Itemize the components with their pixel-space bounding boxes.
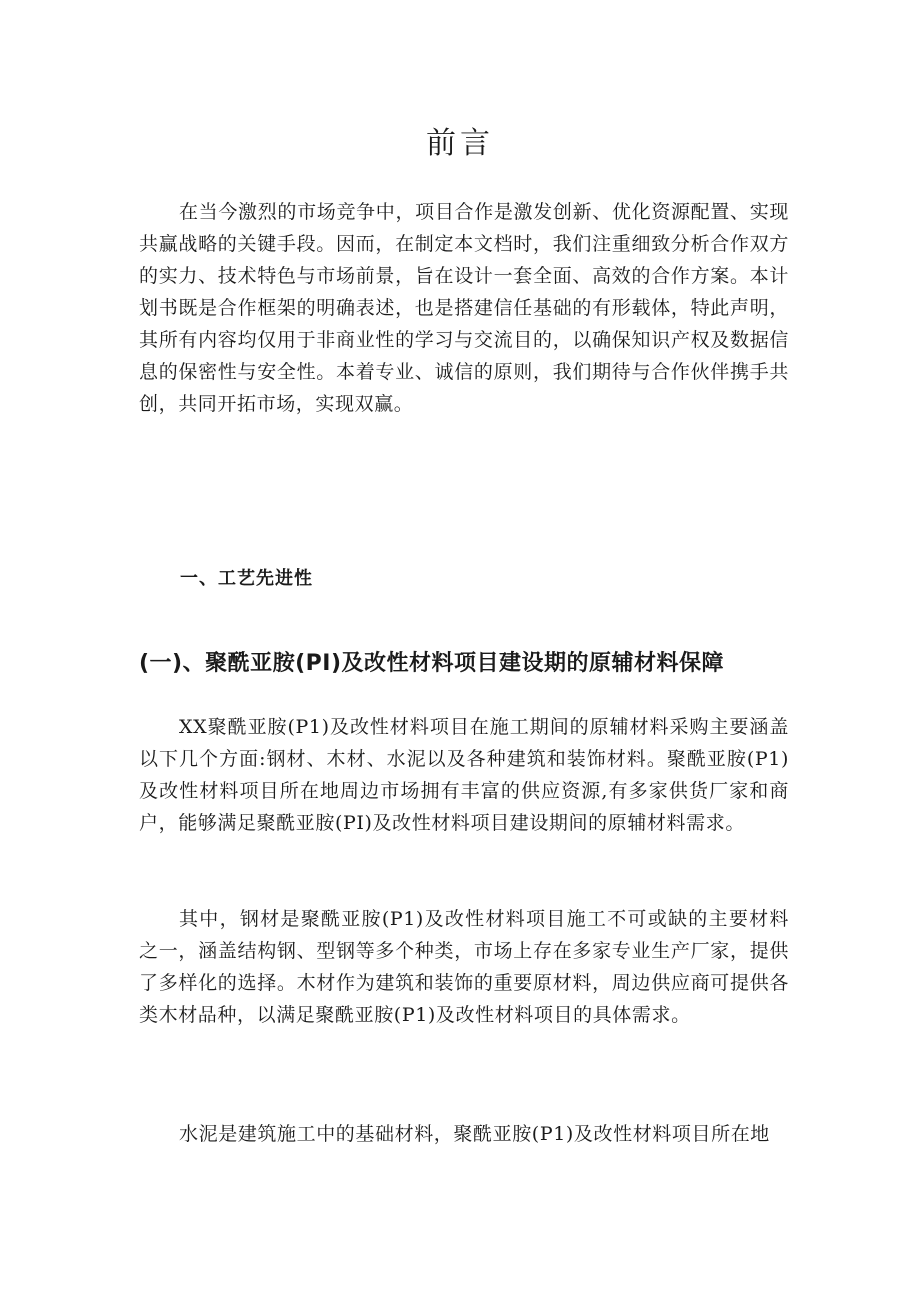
subsection-heading: (一)、聚酰亚胺(PI)及改性材料项目建设期的原辅材料保障: [139, 651, 725, 676]
page-title: 前言: [426, 126, 494, 161]
body-paragraph: 水泥是建筑施工中的基础材料，聚酰亚胺(P1)及改性材料项目所在地: [179, 1123, 770, 1145]
body-paragraph: XX聚酰亚胺(P1)及改性材料项目在施工期间的原辅材料采购主要涵盖以下几个方面:钢材、木材、水泥以及各种建筑和装饰材料。聚酰亚胺(P1)及改性材料项目所在地周边市场拥有丰富的供应资源,有多家供货厂家和商户，能够满足聚酰亚胺(PI)及改性材料项目建设期间的原辅材料需求。: [139, 716, 789, 834]
body-paragraph: 其中，钢材是聚酰亚胺(P1)及改性材料项目施工不可或缺的主要材料之一，涵盖结构钢、型钢等多个种类，市场上存在多家专业生产厂家，提供了多样化的选择。木材作为建筑和装饰的重要原材料，周边供应商可提供各类木材品种，以满足聚酰亚胺(P1)及改性材料项目的具体需求。: [139, 908, 789, 1026]
section-heading: 一、工艺先进性: [180, 568, 313, 589]
intro-paragraph: 在当今激烈的市场竞争中，项目合作是激发创新、优化资源配置、实现共赢战略的关键手段。因而，在制定本文档时，我们注重细致分析合作双方的实力、技术特色与市场前景，旨在设计一套全面、高效的合作方案。本计划书既是合作框架的明确表述，也是搭建信任基础的有形载体，特此声明，其所有内容均仅用于非商业性的学习与交流目的，以确保知识产权及数据信息的保密性与安全性。本着专业、诚信的原则，我们期待与合作伙伴携手共创，共同开拓市场，实现双赢。: [139, 201, 789, 415]
